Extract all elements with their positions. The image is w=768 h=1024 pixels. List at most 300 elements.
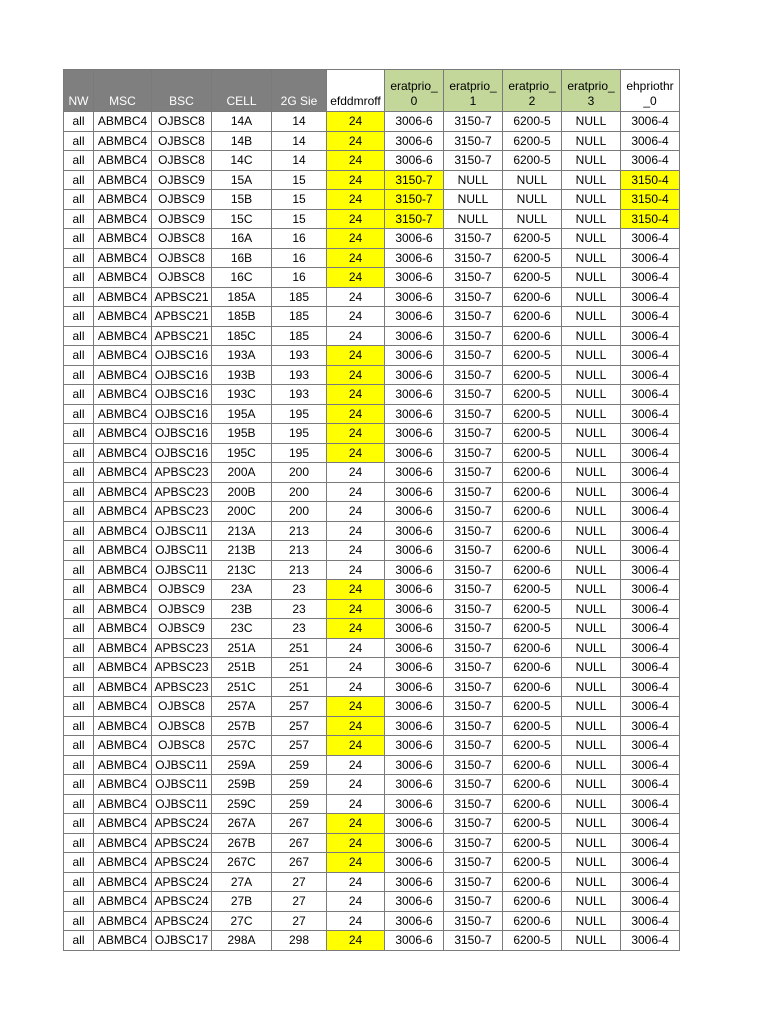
table-row	[64, 814, 680, 834]
cell-2g-site: 267	[272, 814, 327, 834]
cell-nw: all	[64, 365, 94, 385]
cell-eratprio-2: 6200-6	[503, 541, 562, 561]
cell-eratprio-2: 6200-5	[503, 365, 562, 385]
cell-nw: all	[64, 755, 94, 775]
cell-cell: 257B	[212, 716, 272, 736]
cell-eratprio-1: 3150-7	[444, 794, 503, 814]
cell-2g-site: 15	[272, 170, 327, 190]
cell-2g-site: 23	[272, 580, 327, 600]
cell-msc: ABMBC4	[94, 599, 152, 619]
cell-efddmroff: 24	[327, 268, 385, 288]
cell-cell: 259B	[212, 775, 272, 795]
cell-eratprio-1: 3150-7	[444, 853, 503, 873]
cell-eratprio-1: 3150-7	[444, 638, 503, 658]
cell-eratprio-1: 3150-7	[444, 404, 503, 424]
cell-eratprio-2: 6200-6	[503, 482, 562, 502]
cell-eratprio-3: NULL	[562, 404, 621, 424]
cell-efddmroff: 24	[327, 443, 385, 463]
cell-bsc: APBSC24	[152, 833, 212, 853]
cell-efddmroff: 24	[327, 658, 385, 678]
cell-eratprio-1: NULL	[444, 190, 503, 210]
table-row	[64, 580, 680, 600]
cell-ehpriothr-0: 3006-4	[621, 463, 680, 483]
cell-ehpriothr-0: 3006-4	[621, 385, 680, 405]
cell-eratprio-2: 6200-6	[503, 307, 562, 327]
table-row	[64, 209, 680, 229]
cell-bsc: OJBSC9	[152, 580, 212, 600]
cell-bsc: OJBSC16	[152, 385, 212, 405]
cell-cell: 259C	[212, 794, 272, 814]
cell-bsc: OJBSC16	[152, 346, 212, 366]
cell-eratprio-3: NULL	[562, 833, 621, 853]
cell-eratprio-3: NULL	[562, 521, 621, 541]
cell-msc: ABMBC4	[94, 190, 152, 210]
cell-eratprio-2: 6200-6	[503, 521, 562, 541]
cell-nw: all	[64, 677, 94, 697]
cell-ehpriothr-0: 3006-4	[621, 521, 680, 541]
cell-cell: 213B	[212, 541, 272, 561]
cell-efddmroff: 24	[327, 755, 385, 775]
cell-eratprio-0: 3006-6	[385, 619, 444, 639]
cell-eratprio-2: 6200-5	[503, 716, 562, 736]
cell-msc: ABMBC4	[94, 307, 152, 327]
cell-eratprio-3: NULL	[562, 463, 621, 483]
cell-msc: ABMBC4	[94, 502, 152, 522]
cell-msc: ABMBC4	[94, 853, 152, 873]
cell-efddmroff: 24	[327, 482, 385, 502]
cell-efddmroff: 24	[327, 463, 385, 483]
cell-cell: 23A	[212, 580, 272, 600]
table-row	[64, 658, 680, 678]
cell-nw: all	[64, 326, 94, 346]
cell-eratprio-0: 3150-7	[385, 190, 444, 210]
cell-2g-site: 257	[272, 697, 327, 717]
cell-nw: all	[64, 814, 94, 834]
cell-eratprio-3: NULL	[562, 229, 621, 249]
cell-eratprio-3: NULL	[562, 580, 621, 600]
cell-efddmroff: 24	[327, 131, 385, 151]
cell-cell: 16A	[212, 229, 272, 249]
cell-cell: 193B	[212, 365, 272, 385]
cell-msc: ABMBC4	[94, 112, 152, 132]
cell-ehpriothr-0: 3006-4	[621, 794, 680, 814]
cell-eratprio-0: 3006-6	[385, 346, 444, 366]
cell-cell: 14C	[212, 151, 272, 171]
cell-eratprio-3: NULL	[562, 268, 621, 288]
cell-eratprio-3: NULL	[562, 482, 621, 502]
cell-nw: all	[64, 482, 94, 502]
cell-eratprio-2: 6200-6	[503, 638, 562, 658]
cell-eratprio-1: 3150-7	[444, 326, 503, 346]
cell-eratprio-3: NULL	[562, 112, 621, 132]
cell-bsc: APBSC24	[152, 872, 212, 892]
cell-eratprio-0: 3006-6	[385, 443, 444, 463]
cell-2g-site: 257	[272, 716, 327, 736]
cell-2g-site: 195	[272, 404, 327, 424]
cell-eratprio-2: 6200-5	[503, 697, 562, 717]
cell-eratprio-2: 6200-6	[503, 560, 562, 580]
cell-msc: ABMBC4	[94, 385, 152, 405]
cell-eratprio-0: 3006-6	[385, 326, 444, 346]
cell-2g-site: 267	[272, 853, 327, 873]
cell-eratprio-0: 3006-6	[385, 151, 444, 171]
cell-msc: ABMBC4	[94, 697, 152, 717]
cell-nw: all	[64, 385, 94, 405]
cell-msc: ABMBC4	[94, 404, 152, 424]
cell-eratprio-1: 3150-7	[444, 736, 503, 756]
cell-eratprio-1: 3150-7	[444, 248, 503, 268]
cell-efddmroff: 24	[327, 677, 385, 697]
cell-bsc: APBSC23	[152, 482, 212, 502]
cell-msc: ABMBC4	[94, 268, 152, 288]
cell-eratprio-2: 6200-5	[503, 599, 562, 619]
cell-bsc: APBSC23	[152, 638, 212, 658]
cell-cell: 200C	[212, 502, 272, 522]
cell-efddmroff: 24	[327, 775, 385, 795]
cell-nw: all	[64, 248, 94, 268]
cell-2g-site: 200	[272, 502, 327, 522]
header-row	[64, 70, 680, 112]
cell-ehpriothr-0: 3006-4	[621, 931, 680, 951]
cell-nw: all	[64, 638, 94, 658]
cell-eratprio-1: 3150-7	[444, 385, 503, 405]
cell-eratprio-3: NULL	[562, 287, 621, 307]
cell-eratprio-1: 3150-7	[444, 541, 503, 561]
cell-ehpriothr-0: 3006-4	[621, 619, 680, 639]
cell-cell: 14A	[212, 112, 272, 132]
cell-eratprio-3: NULL	[562, 326, 621, 346]
cell-2g-site: 259	[272, 755, 327, 775]
cell-cell: 185A	[212, 287, 272, 307]
cell-cell: 27A	[212, 872, 272, 892]
table-row	[64, 190, 680, 210]
cell-nw: all	[64, 151, 94, 171]
cell-eratprio-1: 3150-7	[444, 424, 503, 444]
cell-eratprio-1: 3150-7	[444, 755, 503, 775]
cell-msc: ABMBC4	[94, 443, 152, 463]
cell-eratprio-3: NULL	[562, 443, 621, 463]
cell-efddmroff: 24	[327, 287, 385, 307]
cell-efddmroff: 24	[327, 404, 385, 424]
cell-cell: 185B	[212, 307, 272, 327]
cell-bsc: APBSC21	[152, 326, 212, 346]
cell-msc: ABMBC4	[94, 833, 152, 853]
table-row	[64, 911, 680, 931]
cell-efddmroff: 24	[327, 229, 385, 249]
cell-2g-site: 27	[272, 892, 327, 912]
cell-nw: all	[64, 463, 94, 483]
cell-msc: ABMBC4	[94, 775, 152, 795]
cell-efddmroff: 24	[327, 892, 385, 912]
cell-bsc: OJBSC9	[152, 190, 212, 210]
column-header-nw: NW	[64, 70, 94, 112]
cell-eratprio-1: 3150-7	[444, 931, 503, 951]
cell-nw: all	[64, 424, 94, 444]
table-row	[64, 677, 680, 697]
cell-efddmroff: 24	[327, 794, 385, 814]
cell-eratprio-2: 6200-6	[503, 677, 562, 697]
cell-nw: all	[64, 775, 94, 795]
cell-ehpriothr-0: 3006-4	[621, 872, 680, 892]
cell-eratprio-3: NULL	[562, 560, 621, 580]
cell-bsc: OJBSC11	[152, 755, 212, 775]
cell-msc: ABMBC4	[94, 482, 152, 502]
cell-eratprio-1: 3150-7	[444, 112, 503, 132]
cell-nw: all	[64, 931, 94, 951]
cell-eratprio-1: 3150-7	[444, 229, 503, 249]
cell-ehpriothr-0: 3006-4	[621, 814, 680, 834]
cell-eratprio-3: NULL	[562, 619, 621, 639]
cell-ehpriothr-0: 3006-4	[621, 268, 680, 288]
cell-eratprio-3: NULL	[562, 638, 621, 658]
cell-eratprio-3: NULL	[562, 736, 621, 756]
cell-nw: all	[64, 716, 94, 736]
cell-2g-site: 213	[272, 560, 327, 580]
cell-cell: 27B	[212, 892, 272, 912]
cell-eratprio-1: 3150-7	[444, 287, 503, 307]
cell-msc: ABMBC4	[94, 814, 152, 834]
cell-eratprio-3: NULL	[562, 346, 621, 366]
cell-eratprio-0: 3006-6	[385, 755, 444, 775]
column-header-cell: CELL	[212, 70, 272, 112]
cell-cell: 16C	[212, 268, 272, 288]
table-row	[64, 248, 680, 268]
cell-eratprio-0: 3006-6	[385, 112, 444, 132]
cell-2g-site: 195	[272, 443, 327, 463]
cell-ehpriothr-0: 3006-4	[621, 638, 680, 658]
cell-2g-site: 251	[272, 677, 327, 697]
cell-eratprio-2: 6200-6	[503, 287, 562, 307]
cell-eratprio-0: 3006-6	[385, 716, 444, 736]
cell-msc: ABMBC4	[94, 248, 152, 268]
cell-ehpriothr-0: 3006-4	[621, 482, 680, 502]
cell-ehpriothr-0: 3006-4	[621, 775, 680, 795]
cell-msc: ABMBC4	[94, 638, 152, 658]
cell-msc: ABMBC4	[94, 619, 152, 639]
cell-eratprio-2: 6200-6	[503, 892, 562, 912]
cell-2g-site: 251	[272, 638, 327, 658]
cell-cell: 213C	[212, 560, 272, 580]
cell-cell: 193C	[212, 385, 272, 405]
cell-nw: all	[64, 794, 94, 814]
cell-nw: all	[64, 229, 94, 249]
cell-efddmroff: 24	[327, 599, 385, 619]
cell-2g-site: 16	[272, 268, 327, 288]
cell-eratprio-2: 6200-5	[503, 112, 562, 132]
cell-efddmroff: 24	[327, 814, 385, 834]
cell-2g-site: 23	[272, 619, 327, 639]
cell-efddmroff: 24	[327, 736, 385, 756]
cell-2g-site: 23	[272, 599, 327, 619]
cell-eratprio-0: 3006-6	[385, 658, 444, 678]
cell-nw: all	[64, 541, 94, 561]
cell-ehpriothr-0: 3006-4	[621, 541, 680, 561]
cell-bsc: APBSC23	[152, 502, 212, 522]
cell-eratprio-0: 3006-6	[385, 502, 444, 522]
cell-eratprio-2: NULL	[503, 170, 562, 190]
column-header-efddmroff: efddmroff	[327, 70, 385, 112]
cell-eratprio-2: 6200-5	[503, 229, 562, 249]
cell-nw: all	[64, 190, 94, 210]
column-header-2g-site: 2G Sie	[272, 70, 327, 112]
cell-bsc: OJBSC11	[152, 521, 212, 541]
cell-eratprio-3: NULL	[562, 814, 621, 834]
cell-ehpriothr-0: 3006-4	[621, 755, 680, 775]
cell-eratprio-2: 6200-5	[503, 736, 562, 756]
cell-bsc: OJBSC16	[152, 424, 212, 444]
cell-eratprio-0: 3006-6	[385, 892, 444, 912]
table-row	[64, 560, 680, 580]
cell-ehpriothr-0: 3006-4	[621, 736, 680, 756]
cell-2g-site: 213	[272, 541, 327, 561]
cell-eratprio-2: 6200-5	[503, 346, 562, 366]
table-row	[64, 463, 680, 483]
table-row	[64, 151, 680, 171]
cell-eratprio-1: 3150-7	[444, 151, 503, 171]
cell-2g-site: 27	[272, 872, 327, 892]
cell-eratprio-1: 3150-7	[444, 482, 503, 502]
cell-ehpriothr-0: 3006-4	[621, 716, 680, 736]
cell-ehpriothr-0: 3006-4	[621, 677, 680, 697]
cell-bsc: APBSC23	[152, 658, 212, 678]
cell-eratprio-1: 3150-7	[444, 365, 503, 385]
cell-eratprio-2: NULL	[503, 209, 562, 229]
table-body	[64, 112, 680, 951]
cell-eratprio-3: NULL	[562, 716, 621, 736]
cell-eratprio-0: 3006-6	[385, 404, 444, 424]
cell-cell: 195C	[212, 443, 272, 463]
cell-bsc: OJBSC8	[152, 736, 212, 756]
cell-eratprio-2: 6200-5	[503, 248, 562, 268]
cell-eratprio-3: NULL	[562, 755, 621, 775]
table-row	[64, 170, 680, 190]
cell-bsc: APBSC23	[152, 677, 212, 697]
cell-2g-site: 14	[272, 151, 327, 171]
cell-eratprio-2: 6200-5	[503, 151, 562, 171]
table-row	[64, 541, 680, 561]
cell-eratprio-1: 3150-7	[444, 268, 503, 288]
cell-bsc: OJBSC9	[152, 170, 212, 190]
cell-eratprio-1: 3150-7	[444, 872, 503, 892]
cell-efddmroff: 24	[327, 346, 385, 366]
cell-msc: ABMBC4	[94, 424, 152, 444]
cell-nw: all	[64, 502, 94, 522]
cell-bsc: OJBSC17	[152, 931, 212, 951]
cell-eratprio-3: NULL	[562, 697, 621, 717]
cell-eratprio-2: 6200-5	[503, 131, 562, 151]
cell-bsc: OJBSC9	[152, 599, 212, 619]
cell-2g-site: 14	[272, 112, 327, 132]
cell-msc: ABMBC4	[94, 658, 152, 678]
cell-nw: all	[64, 697, 94, 717]
table-row	[64, 326, 680, 346]
cell-efddmroff: 24	[327, 853, 385, 873]
cell-ehpriothr-0: 3006-4	[621, 658, 680, 678]
cell-msc: ABMBC4	[94, 326, 152, 346]
cell-2g-site: 213	[272, 521, 327, 541]
cell-nw: all	[64, 268, 94, 288]
cell-eratprio-0: 3006-6	[385, 385, 444, 405]
cell-ehpriothr-0: 3006-4	[621, 229, 680, 249]
table-row	[64, 521, 680, 541]
data-table	[63, 69, 680, 951]
cell-2g-site: 16	[272, 248, 327, 268]
cell-eratprio-0: 3006-6	[385, 638, 444, 658]
cell-nw: all	[64, 209, 94, 229]
cell-bsc: OJBSC16	[152, 404, 212, 424]
cell-msc: ABMBC4	[94, 365, 152, 385]
table-row	[64, 404, 680, 424]
cell-eratprio-2: 6200-5	[503, 580, 562, 600]
cell-msc: ABMBC4	[94, 716, 152, 736]
cell-bsc: APBSC24	[152, 892, 212, 912]
table-row	[64, 794, 680, 814]
cell-nw: all	[64, 112, 94, 132]
cell-cell: 267C	[212, 853, 272, 873]
cell-efddmroff: 24	[327, 541, 385, 561]
cell-bsc: OJBSC8	[152, 112, 212, 132]
cell-msc: ABMBC4	[94, 931, 152, 951]
cell-cell: 27C	[212, 911, 272, 931]
cell-2g-site: 16	[272, 229, 327, 249]
cell-ehpriothr-0: 3006-4	[621, 151, 680, 171]
cell-eratprio-1: 3150-7	[444, 775, 503, 795]
cell-nw: all	[64, 911, 94, 931]
table-row	[64, 346, 680, 366]
cell-nw: all	[64, 833, 94, 853]
cell-msc: ABMBC4	[94, 131, 152, 151]
table-row	[64, 287, 680, 307]
cell-2g-site: 298	[272, 931, 327, 951]
cell-2g-site: 27	[272, 911, 327, 931]
cell-ehpriothr-0: 3150-4	[621, 190, 680, 210]
cell-efddmroff: 24	[327, 911, 385, 931]
cell-nw: all	[64, 307, 94, 327]
cell-eratprio-0: 3150-7	[385, 209, 444, 229]
cell-2g-site: 251	[272, 658, 327, 678]
cell-eratprio-0: 3006-6	[385, 521, 444, 541]
cell-bsc: OJBSC11	[152, 560, 212, 580]
cell-eratprio-1: 3150-7	[444, 463, 503, 483]
cell-eratprio-0: 3006-6	[385, 580, 444, 600]
cell-eratprio-1: 3150-7	[444, 599, 503, 619]
table-row	[64, 833, 680, 853]
cell-msc: ABMBC4	[94, 151, 152, 171]
cell-ehpriothr-0: 3006-4	[621, 833, 680, 853]
cell-cell: 257A	[212, 697, 272, 717]
cell-eratprio-2: 6200-6	[503, 326, 562, 346]
cell-eratprio-3: NULL	[562, 658, 621, 678]
cell-nw: all	[64, 872, 94, 892]
cell-eratprio-2: 6200-6	[503, 911, 562, 931]
cell-eratprio-1: 3150-7	[444, 833, 503, 853]
cell-bsc: APBSC24	[152, 853, 212, 873]
cell-2g-site: 14	[272, 131, 327, 151]
cell-nw: all	[64, 131, 94, 151]
cell-efddmroff: 24	[327, 502, 385, 522]
cell-msc: ABMBC4	[94, 677, 152, 697]
table-row	[64, 619, 680, 639]
cell-msc: ABMBC4	[94, 892, 152, 912]
cell-ehpriothr-0: 3006-4	[621, 404, 680, 424]
table-row	[64, 931, 680, 951]
cell-eratprio-2: 6200-6	[503, 755, 562, 775]
table-row	[64, 424, 680, 444]
cell-eratprio-3: NULL	[562, 307, 621, 327]
cell-bsc: APBSC21	[152, 307, 212, 327]
cell-bsc: OJBSC8	[152, 229, 212, 249]
cell-2g-site: 15	[272, 190, 327, 210]
